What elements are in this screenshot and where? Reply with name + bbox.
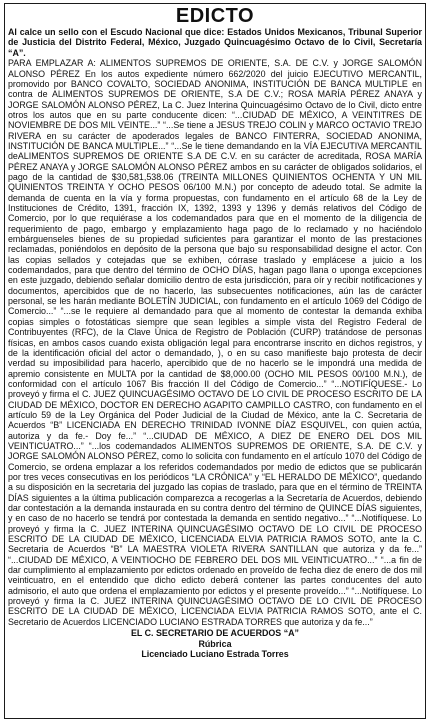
document-title: EDICTO bbox=[175, 5, 255, 27]
signer-name: Licenciado Luciano Estrada Torres bbox=[141, 649, 289, 660]
rubric-label: Rúbrica bbox=[198, 638, 232, 649]
edicto-notice bbox=[4, 3, 426, 719]
edict-body: PARA EMPLAZAR A: ALIMENTOS SUPREMOS DE ORIENTE, S.A. DE C.V. y JORGE SALOMÓN ALONSO PÉREZ En los autos expediente número 662/2020 del juicio EJECUTIVO MERCANTIL, promovido por BANCO COVALTO, SOCIEDAD ANONIMA, INSTITUCIÓN DE BANCA MULTIPLE en contra de ALIMENTOS SUPREMOS DE ORIENTE, S.A DE C.V.; ROSA MARÍA PÉREZ ANAYA y JORGE SALOMÓN ALONSO PÉREZ, La C. Juez Interina Quincuagésimo Octavo de lo Civil, dicto entre otros los autos que en su parte conducente dicen: “...CIUDAD DE MÉXICO, A VEINTITRES DE NOVIEMBRE DE DOS MIL VEINTE...” “...Se tiene a JESUS TREJO COLIN y MARCO OCTAVIO TREJO RIVERA en su carácter de apoderados legales de BANCO FINTERRA, SOCIEDAD ANONIMA, INSTITUCIÓN DE BANCA MULTIPLE...” “...Se le tiene demandando en la VÍA EJECUTIVA MERCANTIL deALIMENTOS SUPREMOS DE ORIENTE S.A DE C.V. en su carácter de acreditada, ROSA MARÍA PÉREZ ANAYA y JORGE SALOMÓN ALONSO PÉREZ ambos en su carácter de obligados solidarios, el pago de la cantidad de $30,581,538.06 (TREINTA MILLONES QUINIENTOS OCHENTA Y UN MIL QUINIENTOS TREINTA Y OCHO PESOS 06/100 M.N.) por concepto de adeudo total. Se admite la demanda de cuenta en la vía y forma propuestas, con fundamento en el artículo 68 de la Ley de Instituciones de Crédito, 1391, fracción IX, 1392, 1393 y 1396 y demás relativos del Código de Comercio, por lo que requiérase a los codemandados para que en el momento de la diligencia de requerimiento de pago, embargo y emplazamiento haga pago de lo reclamado y no haciéndolo embárguenseles bienes de su propiedad suficientes para garantizar el monto de las prestaciones reclamadas, poniéndolos en depósito de la persona que bajo su responsabilidad designe el actor. Con las copias sellados y cotejadas que se exhiben, córrase traslado y emplácese a juicio a los codemandados, para que dentro del término de OCHO DÍAS, hagan pago llana o uponga excepciones en este juzgado, debiendo señalar domicilio dentro de esta jurisdicción, para oír y recibir notificaciones y documentos, apercibidos que de no hacerlo, las subsecuentes notificaciones, aún las de carácter personal, se les harán mediante BOLETÍN JUDICIAL, con fundamento en el artículo 1069 del Código de Comercio...” “...se le requiere al demandado para que al momento de contestar la demanda exhiba copias simples o fotostáticas siempre que sean legibles a simple vista del Registro Federal de Contribuyentes (RFC), de la Clave Única de Registro de Población (CURP) tratándose de personas físicas, en ambos casos cuando exista obligación legal para encontrarse inscrito en dichos registros, y de la identificación oficial del actor o demandado, ), o en su caso manifieste bajo protesta de decir verdad su imposibilidad para hacerlo, apercibido que de no hacerlo se le impondrá una medida de apremio consistente en MULTA por la cantidad de $8,000.00 (OCHO MIL PESOS 00/100 M.N.), de conformidad con el artículo 1067 Bis fracción II del Código de Comercio...” “...NOTIFÍQUESE.- Lo proveyó y firma el C. JUEZ QUINCUAGÉSIMO OCTAVO DE LO CIVIL DE PROCESO ESCRITO DE LA CIUDAD DE MÉXICO, DOCTOR EN DERECHO AGAPITO CAMPILLO CASTRO, con fundamento en el artículo 59 de la Ley Orgánica del Poder Judicial de la Ciudad de México, ante la C. Secretaria de Acuerdos “B” LICENCIADA EN DERECHO TRINIDAD IVONNE DÍAZ ESQUIVEL, con quien actúa, autoriza y da fe.- Doy fe...” “...CIUDAD DE MÉXICO, A DIEZ DE ENERO DEL DOS MIL VEINTICUATRO...” “...los codemandados ALIMENTOS SUPREMOS DE ORIENTE, S.A. DE C.V. y JORGE SALOMÓN ALONSO PÉREZ, como lo solicita con fundamento en el artículo 1070 del Código de Comercio, se ordena emplazar a los referidos codemandados por medio de edictos que se publicarán por tres veces consecutivas en los periódicos “LA CRÓNICA” y “EL HERALDO DE MÉXICO”, quedando a su disposición en la secretaria del juzgado las copias de traslado, para que en el término de TREINTA DÍAS siguientes a la última publicación comparezca a recogerlas a la Secretaría de Acuerdos, debiendo dar contestación a la demanda instaurada en su contra dentro del término de QUINCE DÍAS siguientes, y en caso de no hacerlo se tendrá por contestada la demanda en sentido negativo...” “...Notifíquese. Lo proveyó y firma la C. JUEZ INTERINA QUINCUAGÉSIMO OCTAVO DE LO CIVIL DE PROCESO ESCRITO DE LA CIUDAD DE MÉXICO, LICENCIADA ELVIA PATRICIA RAMOS SOTO, ante la C. Secretaria de Acuerdos “B” LA MAESTRA VIOLETA RIVERA SANTILLAN que autoriza y da fe...” “...CIUDAD DE MÉXICO, A VEINTIOCHO DE FEBRERO DEL DOS MIL VEINTICUATRO...” “...a fin de dar cumplimiento al emplazamiento por edictos ordenado en proveído de fecha diez de enero de dos mil veinticuatro, en el entendido que dicho edicto deberá contener las partes conducentes del auto admisorio, el auto que ordena el emplazamiento por edictos y el presente proveído...” “...Notifíquese. Lo proveyó y firma la C. JUEZ INTERINA QUINCUAGÉSIMO OCTAVO DE LO CIVIL DE PROCESO ESCRITO DE LA CIUDAD DE MÉXICO, LICENCIADA ELVIA PATRICIA RAMOS SOTO, ante el C. Secretario de Acuerdos LICENCIADO LUCIANO ESTRADA TORRES que autoriza y da fe...” bbox=[8, 58, 422, 627]
seal-description: Al calce un sello con el Escudo Nacional que dice: Estados Unidos Mexicanos, Tribunal Superior de Justicia del Distrito Federal, México, Juzgado Quincuagésimo Octavo de lo Civil, Secretaría “A”. bbox=[8, 27, 422, 58]
signature-block bbox=[8, 628, 422, 660]
signer-title: EL C. SECRETARIO DE ACUERDOS “A” bbox=[131, 628, 299, 639]
